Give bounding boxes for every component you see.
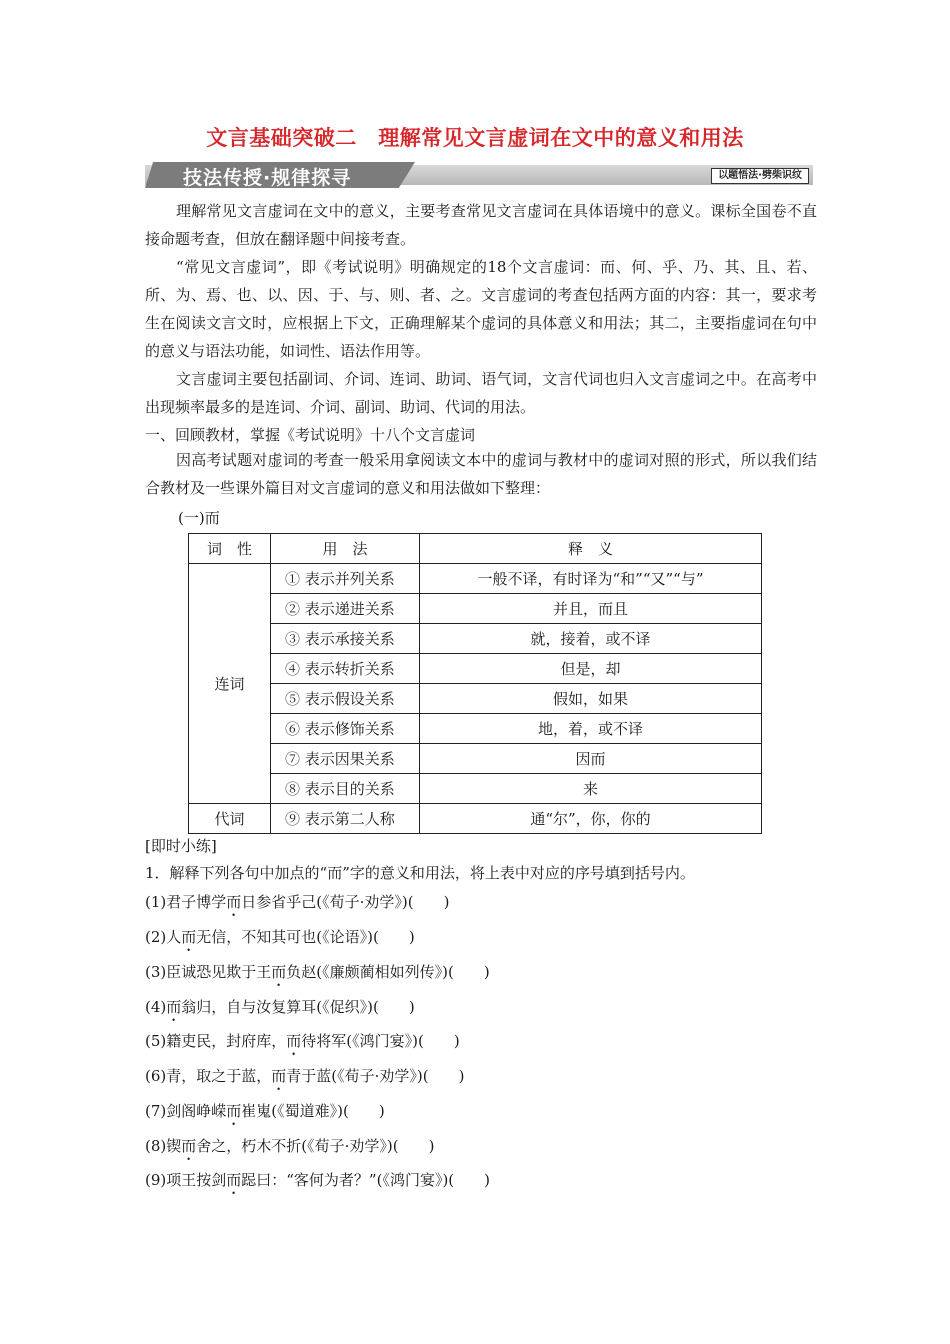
table-row xyxy=(189,744,762,774)
meaning-cell: 地，着，或不译 xyxy=(420,714,762,744)
paragraph-2: “常见文言虚词”，即《考试说明》明确规定的18个文言虚词：而、何、乎、乃、其、且、若、所、为、焉、也、以、因、于、与、则、者、之。文言虚词的考查包括两方面的内容：其一，要求考生在阅读文言文时，应根据上下文，正确理解某个虚词的具体意义和用法；其二，主要指虚词在句中的意义与语法功能，如词性、语法作用等。 xyxy=(145,258,817,360)
header-pos: 词 性 xyxy=(189,534,271,564)
item-text-post: 日参省乎己(《荀子·劝学》)( ) xyxy=(241,893,450,911)
usage-cell: ① 表示并列关系 xyxy=(271,564,420,594)
list-item xyxy=(145,1135,434,1164)
dotted-character: 而 xyxy=(181,928,197,946)
section-heading: 一、回顾教材，掌握《考试说明》十八个文言虚词 xyxy=(145,426,476,444)
practice-label: [即时小练] xyxy=(145,837,217,855)
meaning-cell: 一般不译，有时译为“和”“又”“与” xyxy=(420,564,762,594)
meaning-cell: 假如，如果 xyxy=(420,684,762,714)
table-row xyxy=(189,564,762,594)
pos-pronoun: 代词 xyxy=(189,804,271,834)
header-usage: 用 法 xyxy=(271,534,420,564)
table-row xyxy=(189,774,762,804)
header-meaning: 释 义 xyxy=(420,534,762,564)
list-item xyxy=(145,1030,460,1059)
item-text-pre: (4) xyxy=(145,998,167,1016)
item-text-post: 待将军(《鸿门宴》)( ) xyxy=(301,1032,460,1050)
table-row xyxy=(189,594,762,624)
table-row xyxy=(189,714,762,744)
item-text-post: 负赵(《廉颇蔺相如列传》)( ) xyxy=(286,963,490,981)
paragraph-3: 文言虚词主要包括副词、介词、连词、助词、语气词，文言代词也归入文言虚词之中。在高考中出现频率最多的是连词、介词、副词、助词、代词的用法。 xyxy=(145,370,817,416)
item-text-pre: (1)君子博学 xyxy=(145,893,227,911)
meaning-cell: 就，接着，或不译 xyxy=(420,624,762,654)
usage-cell: ③ 表示承接关系 xyxy=(271,624,420,654)
dotted-character: 而 xyxy=(226,893,242,911)
table-header-row xyxy=(189,534,762,564)
item-text-pre: (9)项王按剑 xyxy=(145,1171,227,1189)
dotted-character: 而 xyxy=(271,963,287,981)
pos-conjunction: 连词 xyxy=(189,564,271,804)
dotted-character: 而 xyxy=(181,1137,197,1155)
banner-tag: 以题悟法·劈柴识纹 xyxy=(711,168,809,184)
list-item xyxy=(145,996,415,1025)
list-item xyxy=(145,1100,385,1129)
item-text-post: 崔嵬(《蜀道难》)( ) xyxy=(241,1102,385,1120)
usage-cell: ② 表示递进关系 xyxy=(271,594,420,624)
table-row xyxy=(189,804,762,834)
item-text-post: 翁归，自与汝复算耳(《促织》)( ) xyxy=(181,998,415,1016)
question-1: 1．解释下列各句中加点的“而”字的意义和用法，将上表中对应的序号填到括号内。 xyxy=(145,864,695,882)
item-text-post: 跽曰：“客何为者？”(《鸿门宴》)( ) xyxy=(241,1171,491,1189)
meaning-cell: 并且，而且 xyxy=(420,594,762,624)
item-text-pre: (8)锲 xyxy=(145,1137,182,1155)
item-text-post: 青于蓝(《荀子·劝学》)( ) xyxy=(286,1067,465,1085)
list-item xyxy=(145,1169,490,1198)
list-item xyxy=(145,1065,464,1094)
usage-table xyxy=(188,533,762,834)
paragraph-1: 理解常见文言虚词在文中的意义，主要考查常见文言虚词在具体语境中的意义。课标全国卷不直接命题考查，但放在翻译题中间接考查。 xyxy=(145,202,817,248)
item-text-pre: (6)青，取之于蓝， xyxy=(145,1067,272,1085)
item-text-pre: (7)剑阁峥嵘 xyxy=(145,1102,227,1120)
meaning-cell: 来 xyxy=(420,774,762,804)
usage-cell: ⑤ 表示假设关系 xyxy=(271,684,420,714)
dotted-character: 而 xyxy=(271,1067,287,1085)
table-row xyxy=(189,684,762,714)
page-title: 文言基础突破二 理解常见文言虚词在文中的意义和用法 xyxy=(206,126,744,150)
dotted-character: 而 xyxy=(226,1102,242,1120)
item-text-post: 无信，不知其可也(《论语》)( ) xyxy=(196,928,415,946)
item-text-pre: (3)臣诚恐见欺于王 xyxy=(145,963,272,981)
item-text-pre: (5)籍吏民，封府库， xyxy=(145,1032,287,1050)
usage-cell: ④ 表示转折关系 xyxy=(271,654,420,684)
meaning-cell: 通“尔”，你，你的 xyxy=(420,804,762,834)
subheading-er: (一)而 xyxy=(178,509,220,527)
banner-title: 技法传授·规律探寻 xyxy=(183,167,352,189)
usage-cell: ⑥ 表示修饰关系 xyxy=(271,714,420,744)
usage-cell: ⑦ 表示因果关系 xyxy=(271,744,420,774)
list-item xyxy=(145,961,490,990)
dotted-character: 而 xyxy=(226,1171,242,1189)
meaning-cell: 因而 xyxy=(420,744,762,774)
dotted-character: 而 xyxy=(286,1032,302,1050)
table-row xyxy=(189,654,762,684)
list-item xyxy=(145,926,415,955)
dotted-character: 而 xyxy=(166,998,182,1016)
section-intro: 因高考试题对虚词的考查一般采用拿阅读文本中的虚词与教材中的虚词对照的形式，所以我们结合教材及一些课外篇目对文言虚词的意义和用法做如下整理： xyxy=(145,451,817,497)
item-text-post: 舍之，朽木不折(《荀子·劝学》)( ) xyxy=(196,1137,435,1155)
list-item xyxy=(145,891,449,920)
table-row xyxy=(189,624,762,654)
item-text-pre: (2)人 xyxy=(145,928,182,946)
section-banner xyxy=(145,162,813,188)
meaning-cell: 但是，却 xyxy=(420,654,762,684)
usage-cell: ⑨ 表示第二人称 xyxy=(271,804,420,834)
usage-cell: ⑧ 表示目的关系 xyxy=(271,774,420,804)
